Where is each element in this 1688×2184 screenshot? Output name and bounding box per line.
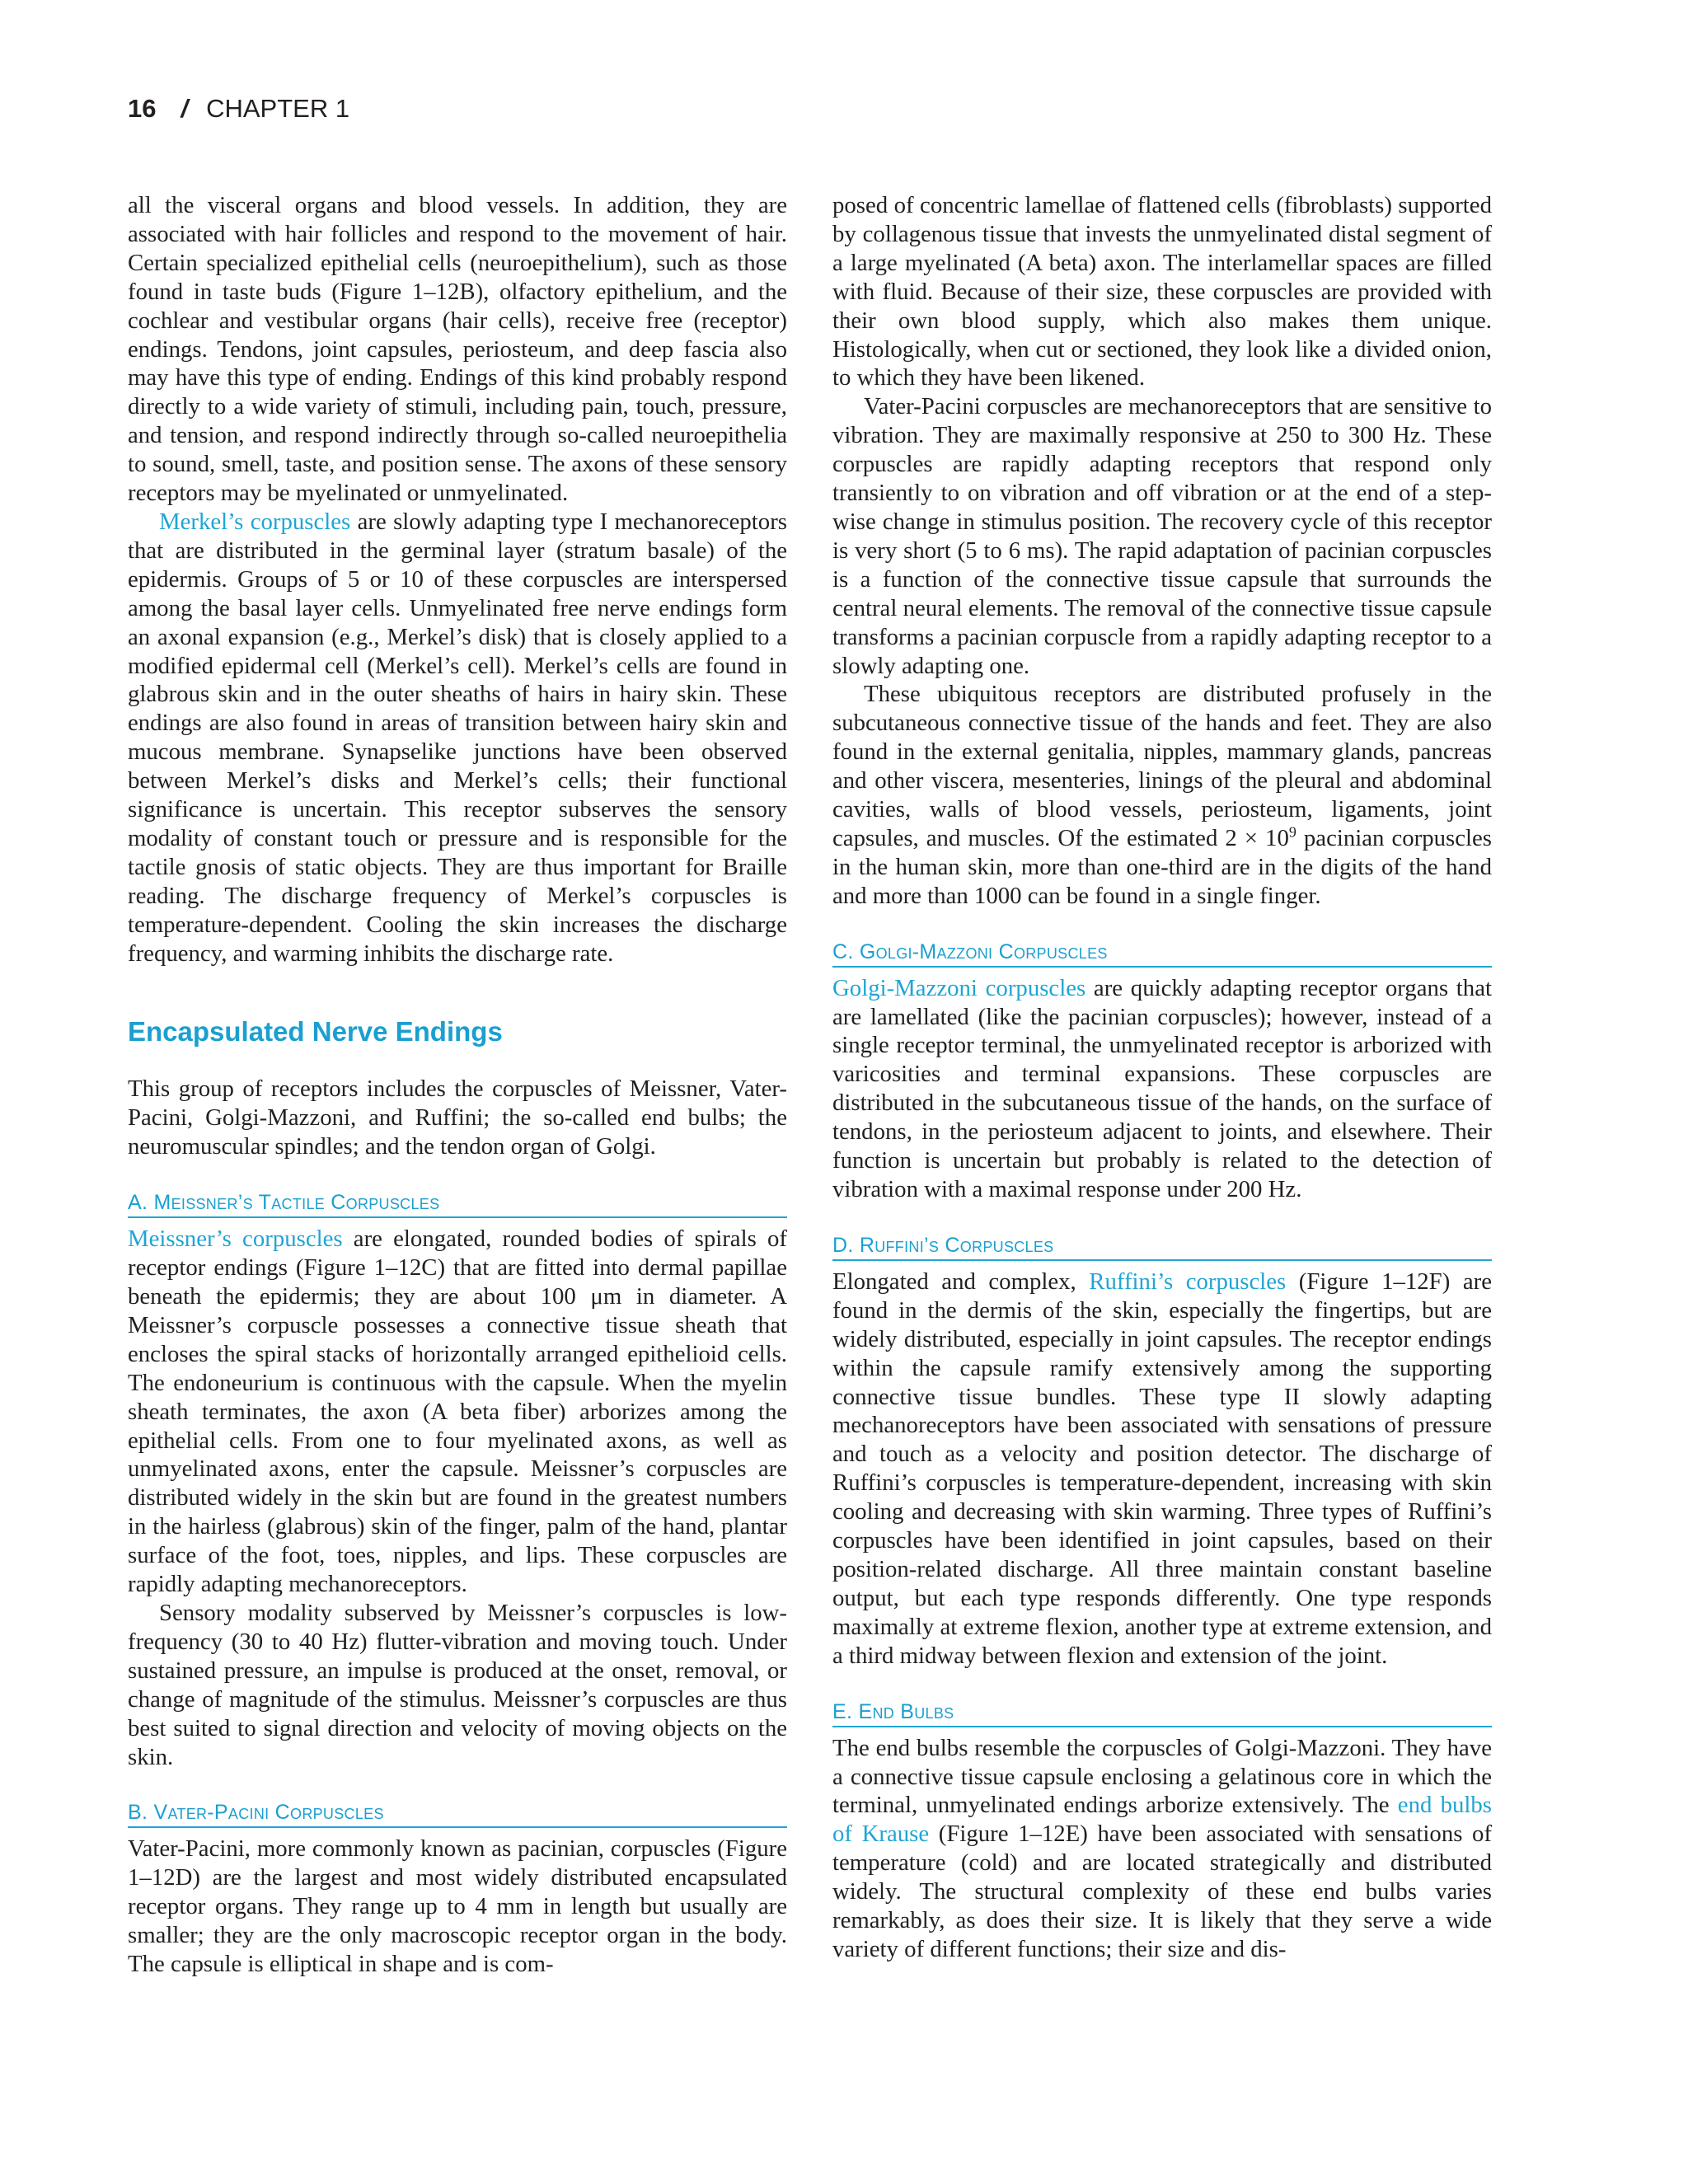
paragraph bbox=[128, 1225, 787, 1599]
paragraph-text: These ubiquitous receptors are distributed profusely in the subcutaneous connective tissue of the hands and feet. They are also found in the external genitalia, nipples, mammary glands, pancreas and other viscera, mesenteries, linings of the pleural and abdominal cavities, walls of blood vessels, periosteum, ligaments, joint capsules, and muscles. Of the estimated 2 × 10 bbox=[832, 681, 1492, 851]
paragraph-text: are elongated, rounded bodies of spirals of receptor endings (Figure 1–12C) that are fitted into dermal papillae beneath the epidermis; they are about 100 μm in diameter. A Meissner’s corpuscle possesses a connective tissue sheath that encloses the spiral stacks of horizontally arranged epithelioid cells. The endoneurium is continuous with the capsule. When the myelin sheath terminates, the axon (A beta fiber) arborizes among the epithelial cells. From one to four myelinated axons, as well as unmyelinated axons, enter the capsule. Meissner’s corpuscles are distributed widely in the skin but are found in the greatest numbers in the hairless (glabrous) skin of the finger, palm of the hand, plantar surface of the foot, toes, nipples, and lips. These corpuscles are rapidly adapting mechanoreceptors. bbox=[128, 1226, 787, 1598]
subsection-heading-e: E. End Bulbs bbox=[832, 1699, 1492, 1727]
right-column bbox=[832, 191, 1492, 1964]
link-merkels-corpuscles[interactable]: Merkel’s corpuscles bbox=[159, 508, 351, 535]
paragraph bbox=[832, 680, 1492, 910]
paragraph-text: (Figure 1–12E) have been associated with sensations of temperature (cold) and are located strategically and distributed widely. The structural complexity of these end bulbs varies remarkably, as does their size. It is likely that they serve a wide variety of different functions; their size and dis- bbox=[832, 1821, 1492, 1962]
header-separator: / bbox=[181, 94, 189, 123]
paragraph bbox=[832, 974, 1492, 1204]
link-ruffinis-corpuscles[interactable]: Ruffini’s corpuscles bbox=[1089, 1268, 1287, 1295]
paragraph-text: (Figure 1–12F) are found in the dermis of the skin, especially the fingertips, but are widely distributed, especially in joint capsules. The receptor endings within the capsule ramify extensively among the supporting connective tissue bundles. These type II slowly adapting mechanoreceptors have been associated with sensations of pressure and touch as a velocity and position detector. The discharge of Ruffini’s corpuscles is temperature-dependent, increasing with skin cooling and decreasing with skin warming. Three types of Ruffini’s corpuscles have been identified in joint capsules, based on their position-related discharge. All three maintain constant baseline output, but each type responds differently. One type responds maximally at extreme flexion, another type at extreme extension, and a third midway between flexion and extension of the joint. bbox=[832, 1268, 1492, 1669]
paragraph: Sensory modality subserved by Meissner’s corpuscles is low-frequency (30 to 40 Hz) flutter-vibration and moving touch. Under sustained pressure, an impulse is produced at the onset, removal, or change of magnitude of the stimulus. Meissner’s corpuscles are thus best suited to signal direction and velocity of moving objects on the skin. bbox=[128, 1599, 787, 1770]
paragraph-text: Elongated and complex, bbox=[832, 1268, 1090, 1295]
paragraph-text: are quickly adapting receptor organs that are lamellated (like the pacinian corpuscles); however, instead of a single receptor terminal, the unmyelinated receptor is arborized with varicosities and terminal expansions. These corpuscles are distributed in the subcutaneous tissue of the hands, on the surface of tendons, in the periosteum adjacent to joints, and elsewhere. Their function is uncertain but probably is related to the detection of vibration with a maximal response under 200 Hz. bbox=[832, 974, 1492, 1202]
subsection-heading-d: D. Ruffini’s Corpuscles bbox=[832, 1232, 1492, 1261]
superscript: 9 bbox=[1288, 823, 1296, 841]
paragraph bbox=[832, 1734, 1492, 1964]
paragraph bbox=[128, 508, 787, 968]
subsection-heading-c: C. Golgi-Mazzoni Corpuscles bbox=[832, 939, 1492, 968]
link-golgi-mazzoni-corpuscles[interactable]: Golgi-Mazzoni corpuscles bbox=[832, 974, 1086, 1001]
paragraph: all the visceral organs and blood vessels. In addition, they are associated with hair follicles and respond to the movement of hair. Certain specialized epithelial cells (neuroepithelium), such as those found in taste buds (Figure 1–12B), olfactory epithelium, and the cochlear and vestibular organs (hair cells), receive free (receptor) endings. Tendons, joint capsules, periosteum, and deep fascia also may have this type of ending. Endings of this kind probably respond directly to a wide variety of stimuli, including pain, touch, pressure, and tension, and respond indirectly through so-called neuroepithelia to sound, smell, taste, and position sense. The axons of these sensory receptors may be myelinated or unmyelinated. bbox=[128, 192, 787, 507]
subsection-heading-a: A. Meissner’s Tactile Corpuscles bbox=[128, 1189, 787, 1218]
page-number: 16 bbox=[128, 94, 157, 123]
paragraph: posed of concentric lamellae of flattened cells (fibroblasts) supported by collagenous tissue that invests the unmyelinated distal segment of a large myelinated (A beta) axon. The interlamellar spaces are filled with fluid. Because of their size, these corpuscles are provided with their own blood supply, which also makes them unique. Histologically, when cut or sectioned, they look like a divided onion, to which they have been likened. bbox=[832, 192, 1492, 391]
subsection-heading-b: B. Vater-Pacini Corpuscles bbox=[128, 1799, 787, 1828]
paragraph-text: The end bulbs resemble the corpuscles of Golgi-Mazzoni. They have a connective tissue capsule enclosing a gelatinous core in which the terminal, unmyelinated endings arborize extensively. The bbox=[832, 1734, 1492, 1819]
paragraph-text: are slowly adapting type I mechanoreceptors that are distributed in the germinal layer (stratum basale) of the epidermis. Groups of 5 or 10 of these corpuscles are interspersed among the basal layer cells. Unmyelinated free nerve endings form an axonal expansion (e.g., Merkel’s disk) that is closely applied to a modified epidermal cell (Merkel’s cell). Merkel’s cells are found in glabrous skin and in the outer sheaths of hairs in hairy skin. These endings are also found in areas of transition between hairy skin and mucous membrane. Synapselike junctions have been observed between Merkel’s disks and Merkel’s cells; their functional significance is uncertain. This receptor subserves the sensory modality of constant touch or pressure and is responsible for the tactile gnosis of static objects. They are thus important for Braille reading. The discharge frequency of Merkel’s corpuscles is temperature-dependent. Cooling the skin increases the discharge frequency, and warming inhibits the discharge rate. bbox=[128, 508, 787, 967]
paragraph: This group of receptors includes the corpuscles of Meissner, Vater-Pacini, Golgi-Mazzoni, and Ruffini; the so-called end bulbs; the neuromuscular spindles; and the tendon organ of Golgi. bbox=[128, 1076, 787, 1160]
link-end-bulbs-of-krause[interactable]: end bulbs of Krause bbox=[832, 1792, 1492, 1848]
section-heading: Encapsulated Nerve Endings bbox=[128, 1016, 503, 1047]
link-meissners-corpuscles[interactable]: Meissner’s corpuscles bbox=[128, 1226, 343, 1253]
paragraph-text: pacinian corpuscles in the human skin, more than one-third are in the digits of the hand and more than 1000 can be found in a single finger. bbox=[832, 824, 1492, 909]
chapter-label: CHAPTER 1 bbox=[206, 94, 350, 123]
paragraph bbox=[832, 1268, 1492, 1671]
paragraph: Vater-Pacini corpuscles are mechanoreceptors that are sensitive to vibration. They are maximally responsive at 250 to 300 Hz. These corpuscles are rapidly adapting receptors that respond only transiently to on vibration and off vibration or at the end of a step-wise change in stimulus position. The recovery cycle of this receptor is very short (5 to 6 ms). The rapid adaptation of pacinian corpuscles is a function of the connective tissue capsule that surrounds the central neural elements. The removal of the connective tissue capsule transforms a pacinian corpuscle from a rapidly adapting receptor to a slowly adapting one. bbox=[832, 393, 1492, 679]
running-head bbox=[128, 92, 349, 125]
left-column bbox=[128, 191, 787, 1979]
paragraph: Vater-Pacini, more commonly known as pacinian, corpuscles (Figure 1–12D) are the largest and most widely distributed encapsulated receptor organs. They range up to 4 mm in length but usually are smaller; they are the only macroscopic receptor organ in the body. The capsule is elliptical in shape and is com- bbox=[128, 1835, 787, 1978]
